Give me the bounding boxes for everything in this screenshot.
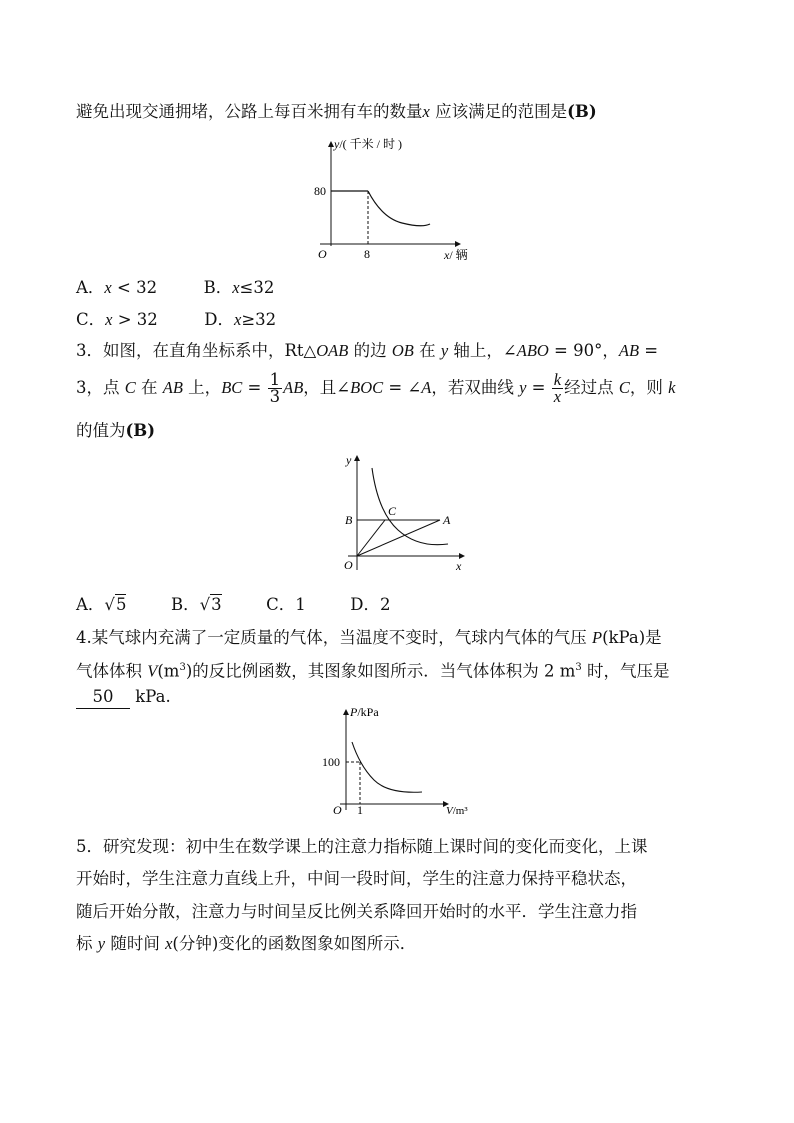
q2-origin: O bbox=[318, 247, 327, 261]
q2-graph bbox=[312, 136, 482, 266]
q2-y-label: y/( 千米 / 时 ) bbox=[334, 137, 402, 151]
q2-curve bbox=[368, 191, 430, 226]
q2-y-tick: 80 bbox=[314, 184, 326, 198]
q2-stem-text: 避免出现交通拥堵，公路上每百米拥有车的数量 bbox=[76, 102, 423, 121]
q3-point-b: B bbox=[345, 513, 353, 527]
q3-line1: 3．如图，在直角坐标系中，Rt△OAB 的边 OB 在 y 轴上，∠ABO = 90°，AB = bbox=[76, 341, 659, 360]
q2-options-row1 bbox=[76, 277, 274, 299]
q2-x-tick: 8 bbox=[364, 247, 370, 261]
q2-option-c[interactable]: C．x > 32 bbox=[76, 310, 158, 329]
q4-y-tick: 100 bbox=[322, 755, 340, 769]
q2-answer: (B) bbox=[567, 102, 597, 121]
q5-line3: 随后开始分散，注意力与时间呈反比例关系降回开始时的水平．学生注意力指 bbox=[76, 902, 637, 921]
q2-option-a[interactable]: A．x < 32 bbox=[76, 278, 158, 297]
q4-line1: 4.某气球内充满了一定质量的气体，当温度不变时，气球内气体的气压 P(kPa)是 bbox=[76, 628, 662, 647]
q3-x-label: x bbox=[456, 559, 462, 573]
q4-line2: 气体体积 $V(m^3)$的反比例函数，其图象如图所示．当气体体积为 2 $m^3$ 时，气压是 bbox=[76, 661, 670, 681]
q4-graph bbox=[318, 704, 478, 820]
q3-point-o: O bbox=[344, 558, 353, 572]
q3-option-a[interactable]: A．√5 bbox=[76, 595, 127, 614]
q5-line2: 开始时，学生注意力直线上升，中间一段时间，学生的注意力保持平稳状态， bbox=[76, 869, 637, 888]
q5-line1: 5．研究发现：初中生在数学课上的注意力指标随上课时间的变化而变化，上课 bbox=[76, 837, 648, 856]
q3-point-c: C bbox=[388, 504, 397, 518]
q2-options-row2 bbox=[76, 309, 276, 331]
q2-stem bbox=[76, 101, 597, 123]
q3-y-label: y bbox=[346, 453, 352, 467]
q3-options bbox=[76, 594, 390, 616]
q3-segment-oa bbox=[357, 520, 440, 556]
q4-line3: 50 kPa. bbox=[76, 686, 171, 709]
q3-point-a: A bbox=[443, 513, 451, 527]
q3-option-d[interactable]: D．2 bbox=[350, 595, 391, 614]
q4-x-label: V/m³ bbox=[446, 805, 468, 817]
q4-origin: O bbox=[333, 803, 342, 817]
q2-option-d[interactable]: D．x≥32 bbox=[204, 310, 277, 329]
q4-curve bbox=[352, 742, 422, 792]
q3-line3: 的值为(B) bbox=[76, 421, 156, 440]
q4-answer-blank: 50 bbox=[76, 686, 130, 709]
q2-x-label: x/ 辆 bbox=[444, 248, 468, 262]
q3-graph bbox=[336, 452, 476, 578]
q4-x-tick: 1 bbox=[357, 803, 363, 817]
q4-y-label: P/kPa bbox=[350, 705, 379, 719]
q3-sqrt-3: √3 bbox=[199, 595, 222, 614]
q3-line2: 3，点 C 在 AB 上，BC = $\frac{1}{3}$ AB，且∠BOC = ∠A，若双曲线 y = $\frac{k}{x}$ 经过点 C，则 k bbox=[76, 370, 676, 406]
q2-stem-var: x bbox=[422, 102, 430, 121]
q3-fraction-k-over-x: $\frac{k}{x}$ bbox=[553, 370, 562, 406]
q5-line4: 标 y 随时间 x(分钟)变化的函数图象如图所示． bbox=[76, 934, 417, 953]
q3-sqrt-5: √5 bbox=[104, 595, 127, 614]
q3-answer: (B) bbox=[125, 421, 156, 440]
q3-option-b[interactable]: B．√3 bbox=[170, 595, 222, 614]
q3-fraction-one-third: $\frac{1}{3}$ bbox=[269, 370, 281, 406]
q2-stem-text2: 应该满足的范围是 bbox=[429, 102, 568, 121]
q3-option-c[interactable]: C．1 bbox=[266, 595, 306, 614]
q2-option-b[interactable]: B．x≤32 bbox=[203, 278, 275, 297]
q3-segment-oc bbox=[357, 520, 385, 556]
